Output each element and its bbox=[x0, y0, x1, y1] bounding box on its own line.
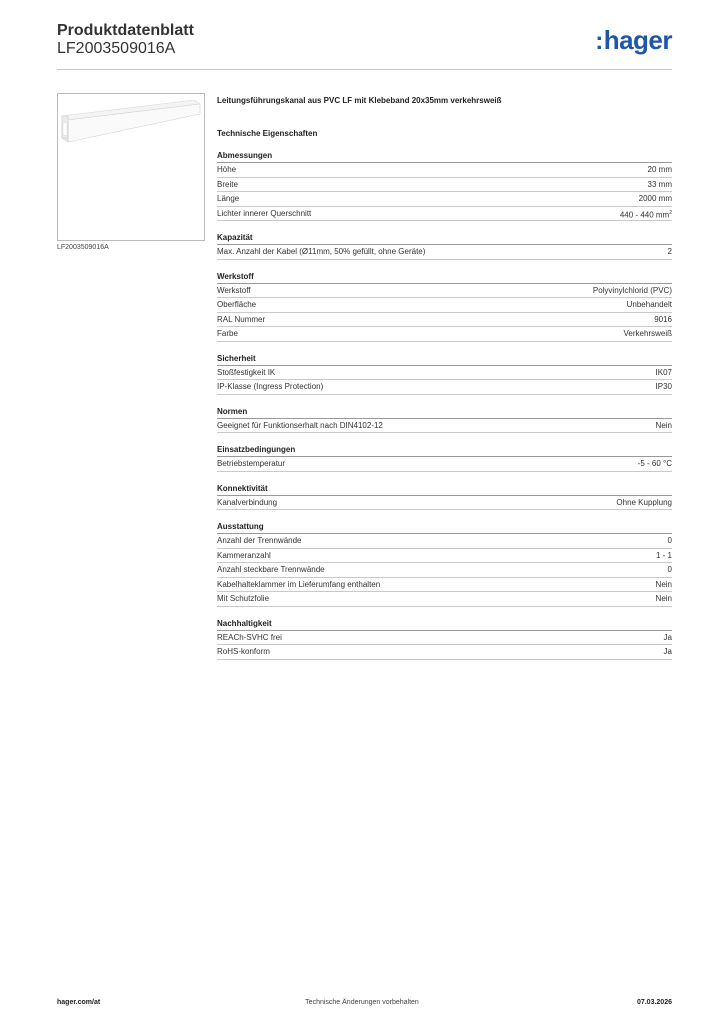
property-value-text: IK07 bbox=[655, 367, 672, 377]
property-label: Stoßfestigkeit IK bbox=[217, 367, 276, 377]
header-divider bbox=[57, 69, 672, 70]
property-row bbox=[217, 163, 672, 178]
property-row bbox=[217, 592, 672, 607]
property-value-text: 20 mm bbox=[647, 165, 672, 174]
content-area bbox=[217, 96, 672, 672]
property-label: Kanalverbindung bbox=[217, 497, 278, 507]
property-label: Lichter innerer Querschnitt bbox=[217, 208, 312, 218]
property-value-text: Verkehrsweiß bbox=[623, 329, 672, 338]
property-label: RoHS-konform bbox=[217, 647, 270, 656]
property-section bbox=[217, 522, 672, 607]
property-value-text: Ja bbox=[663, 632, 672, 642]
property-row bbox=[217, 563, 672, 578]
property-row bbox=[217, 380, 672, 395]
logo-text: hager bbox=[603, 25, 672, 55]
property-section bbox=[217, 445, 672, 472]
footer-website-link[interactable]: hager.com/at bbox=[57, 999, 101, 1006]
property-value-text: Nein bbox=[655, 420, 672, 430]
property-label: Betriebstemperatur bbox=[217, 459, 286, 468]
property-value bbox=[668, 245, 672, 259]
property-value bbox=[668, 534, 672, 548]
property-row bbox=[217, 631, 672, 646]
property-value-text: 2000 mm bbox=[638, 194, 672, 203]
property-section bbox=[217, 407, 672, 434]
property-value-text: 0 bbox=[667, 565, 672, 574]
property-row bbox=[217, 313, 672, 328]
footer-note: Technische Änderungen vorbehalten bbox=[305, 999, 419, 1006]
property-label: Mit Schutzfolie bbox=[217, 594, 270, 603]
property-row bbox=[217, 419, 672, 434]
property-label: Kabelhalteklammer im Lieferumfang enthalten bbox=[217, 579, 381, 589]
unit-superscript: 2 bbox=[669, 209, 672, 216]
property-value bbox=[648, 163, 672, 177]
image-caption: LF2003509016A bbox=[57, 244, 109, 251]
property-value bbox=[656, 366, 672, 380]
property-value bbox=[664, 645, 672, 659]
property-value-text: IP30 bbox=[655, 382, 672, 391]
property-row bbox=[217, 245, 672, 260]
property-value-text: Nein bbox=[655, 594, 672, 603]
property-value-text: Nein bbox=[655, 579, 672, 589]
property-value bbox=[656, 419, 672, 433]
cable-duct-illustration bbox=[58, 94, 204, 240]
section-title: Konnektivität bbox=[217, 484, 672, 496]
section-title: Kapazität bbox=[217, 233, 672, 245]
property-label: Werkstoff bbox=[217, 285, 251, 295]
technical-properties-heading: Technische Eigenschaften bbox=[217, 129, 318, 138]
property-sections bbox=[217, 151, 672, 660]
property-value-text: 33 mm bbox=[647, 179, 672, 189]
property-section bbox=[217, 272, 672, 342]
property-value bbox=[664, 631, 672, 645]
property-label: Anzahl der Trennwände bbox=[217, 536, 302, 545]
section-title: Normen bbox=[217, 407, 672, 419]
property-row bbox=[217, 496, 672, 511]
property-value-text: Polyvinylchlorid (PVC) bbox=[592, 285, 672, 295]
property-row bbox=[217, 327, 672, 342]
property-value-text: 0 bbox=[667, 536, 672, 545]
property-value-text: Ohne Kupplung bbox=[616, 497, 672, 507]
property-value-text: 1 - 1 bbox=[655, 550, 672, 560]
property-label: Länge bbox=[217, 194, 240, 203]
property-label: Geeignet für Funktionserhalt nach DIN4102-12 bbox=[217, 420, 383, 430]
section-title: Ausstattung bbox=[217, 522, 672, 534]
footer-date: 07.03.2026 bbox=[636, 999, 672, 1006]
property-value bbox=[627, 298, 672, 312]
property-label: Oberfläche bbox=[217, 300, 257, 309]
property-value bbox=[616, 496, 672, 510]
property-row bbox=[217, 534, 672, 549]
property-label: Farbe bbox=[217, 329, 238, 338]
property-row bbox=[217, 457, 672, 472]
property-row bbox=[217, 284, 672, 299]
property-label: Breite bbox=[217, 179, 238, 189]
property-value bbox=[656, 592, 672, 606]
document-title: Produktdatenblatt bbox=[57, 22, 194, 39]
section-title: Nachhaltigkeit bbox=[217, 619, 672, 631]
property-label: Anzahl steckbare Trennwände bbox=[217, 565, 325, 574]
property-label: REACh-SVHC frei bbox=[217, 632, 282, 642]
product-image bbox=[57, 93, 205, 241]
property-label: RAL Nummer bbox=[217, 314, 266, 324]
property-value-text: Ja bbox=[663, 647, 672, 656]
product-description: Leitungsführungskanal aus PVC LF mit Klebeband 20x35mm verkehrsweiß bbox=[217, 96, 502, 105]
property-value bbox=[638, 457, 672, 471]
property-row bbox=[217, 645, 672, 660]
property-value bbox=[668, 563, 672, 577]
property-row bbox=[217, 366, 672, 381]
property-row bbox=[217, 178, 672, 193]
property-label: Höhe bbox=[217, 165, 237, 174]
property-row bbox=[217, 207, 672, 222]
section-title: Werkstoff bbox=[217, 272, 672, 284]
product-number: LF2003509016A bbox=[57, 40, 176, 57]
property-value-text: Unbehandelt bbox=[626, 300, 672, 309]
property-value bbox=[656, 380, 672, 394]
property-value bbox=[639, 192, 672, 206]
property-value bbox=[656, 578, 672, 592]
property-label: Max. Anzahl der Kabel (Ø11mm, 50% gefüllt, ohne Geräte) bbox=[217, 247, 426, 256]
property-value bbox=[656, 549, 672, 563]
property-value bbox=[620, 207, 672, 221]
property-row bbox=[217, 298, 672, 313]
property-value-text: 2 bbox=[667, 247, 672, 256]
property-section bbox=[217, 484, 672, 511]
hager-logo: :hager bbox=[595, 25, 672, 55]
property-value-text: 9016 bbox=[654, 314, 672, 324]
section-title: Einsatzbedingungen bbox=[217, 445, 672, 457]
property-section bbox=[217, 619, 672, 660]
property-section bbox=[217, 233, 672, 260]
property-value-text: 440 - 440 mm bbox=[619, 210, 670, 220]
property-section bbox=[217, 151, 672, 221]
property-section bbox=[217, 354, 672, 395]
section-title: Abmessungen bbox=[217, 151, 672, 163]
property-value-text: -5 - 60 °C bbox=[637, 459, 672, 468]
section-title: Sicherheit bbox=[217, 354, 672, 366]
property-value bbox=[654, 313, 672, 327]
property-label: IP-Klasse (Ingress Protection) bbox=[217, 382, 324, 391]
property-row bbox=[217, 192, 672, 207]
property-row bbox=[217, 578, 672, 593]
property-value bbox=[648, 178, 672, 192]
property-value bbox=[593, 284, 672, 298]
property-row bbox=[217, 549, 672, 564]
property-label: Kammeranzahl bbox=[217, 550, 271, 560]
property-value bbox=[624, 327, 672, 341]
